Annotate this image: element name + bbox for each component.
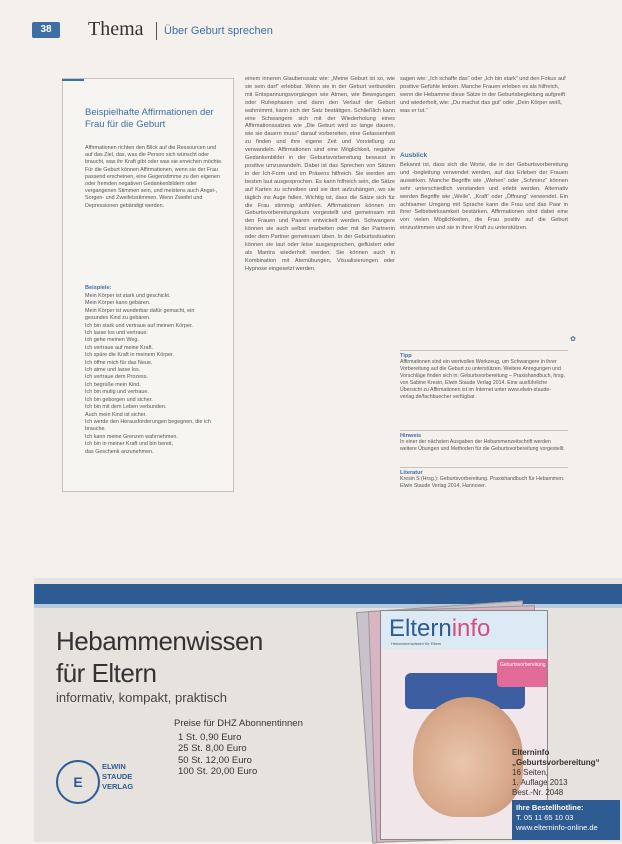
- section-subtitle: Über Geburt sprechen: [164, 25, 273, 37]
- example-item: Ich bin mit dem Leben verbunden.: [85, 404, 167, 411]
- ausblick-paragraph: Bekannt ist, dass sich die Worte, die in der Geburtsvorbereitung und -begleitung verwendet werden, auf das Erleben der Frauen auswirken. Manche Begriffe wie „Wehen“ oder „Schmerz“ können sehr unterschiedlich verstanden und erlebt werden. Alternativ werden Begriffe wie „Welle“, „Kraft“ oder „Öffnung“ verwendet. Ein achtsamer Umgang mit Sprache kann die Frau und das Paar in ihrer Selbstwirksamkeit bestärken. Affirmationen sind dabei eine von vielen Möglichkeiten, die Frau positiv auf die Geburt einzustimmen und sie in ihrer Kraft zu unterstützen.: [400, 162, 568, 232]
- product-title: „Geburtsvorbereitung“: [512, 758, 600, 767]
- magazine-subline: Hebammenwissen für Eltern: [391, 641, 442, 646]
- divider: [400, 467, 568, 468]
- price-row: 100 St. 20,00 Euro: [178, 766, 258, 777]
- example-item: Mein Körper ist wunderbar dafür gemacht, ein: [85, 307, 195, 314]
- example-item: Ich vertraue auf meine Kraft.: [85, 344, 154, 351]
- ad-title: Hebammenwissen: [56, 626, 263, 656]
- hotline-url[interactable]: www.elterninfo-online.de: [516, 823, 598, 832]
- price-heading: Preise für DHZ Abonnentinnen: [174, 718, 303, 729]
- price-list: [174, 718, 303, 778]
- divider: [400, 350, 568, 351]
- hotline-phone: T. 05 11 65 10 03: [516, 813, 574, 822]
- body-column-middle: [245, 76, 395, 488]
- logo-text: [102, 762, 133, 792]
- example-item: gesundes Kind zu gebären.: [85, 315, 151, 322]
- product-number: Best.-Nr. 2048: [512, 788, 564, 797]
- logo-emblem-icon: [56, 760, 100, 804]
- order-hotline: [512, 800, 620, 840]
- section-title: Thema: [88, 18, 144, 40]
- logo-part: info: [451, 615, 491, 642]
- example-item: Ich lasse los und vertraue.: [85, 330, 148, 337]
- ausblick-heading: Ausblick: [400, 152, 428, 159]
- literatur-box: [400, 467, 568, 490]
- example-item: Ich bin in meiner Kraft und bin bereit,: [85, 441, 174, 448]
- example-item: Ich begrüße mein Kind.: [85, 381, 141, 388]
- header-divider: [156, 22, 157, 40]
- example-item: Ich vertraue dem Prozess.: [85, 374, 148, 381]
- example-item: Auch mein Kind ist sicher.: [85, 411, 147, 418]
- product-edition: 1. Auflage 2013: [512, 778, 568, 787]
- tipp-text: Affirmationen sind ein wertvolles Werkzeug, um Schwangere in ihrer Vorbereitung auf die Geburt zu unterstützen. Weitere Anregungen und Vorschläge finden sich in: Geburtsvorbereitung – Praxishandbuch, hrsg. von Sabine Kresin, Elwin Staude Verlag 2014. Eine ausführliche Übersicht zu Affirmationen ist im Internet unter www.elwin-staude-verlag.de/fachbuecher verfügbar.: [400, 359, 565, 400]
- page-number: 38: [32, 22, 60, 38]
- tipp-box: [400, 350, 568, 401]
- ad-title-line2: für Eltern: [56, 658, 157, 688]
- product-info: [512, 748, 612, 798]
- hinweis-heading: Hinweis: [400, 433, 422, 439]
- affirmation-sidebar: [62, 78, 234, 492]
- ad-top-bar: [34, 584, 622, 604]
- example-item: Mein Körper kann gebären.: [85, 300, 151, 307]
- example-item: Ich öffne mich für das Neue.: [85, 359, 153, 366]
- end-of-article-icon: ✿: [570, 336, 576, 343]
- hinweis-box: [400, 430, 568, 453]
- hotline-label: Ihre Bestellhotline:: [516, 803, 584, 812]
- example-item: Ich atme und lasse los.: [85, 367, 141, 374]
- literatur-heading: Literatur: [400, 470, 423, 476]
- hinweis-text: In einer der nächsten Ausgaben der Hebammenzeitschrift werden weitere Übungen und Methoden für die Geburtsvorbereitung vorgestellt.: [400, 439, 565, 452]
- logo-mark: E: [73, 774, 83, 790]
- example-item: Ich werde den Herausforderungen begegnen, die ich brauche.: [85, 418, 211, 433]
- cover-badge: Geburtsvorbereitung: [497, 659, 548, 687]
- product-name: Elterninfo: [512, 748, 550, 757]
- example-item: Ich bin mutig und vertraue.: [85, 389, 149, 396]
- example-item: Ich bin stark und vertraue auf meinen Körper.: [85, 322, 193, 329]
- sidebar-title: Beispielhafte Affirmationen der Frau für die Geburt: [85, 107, 214, 130]
- body-column-right-top: sagen wie: „Ich schaffe das“ oder „Ich bin stark“ und den Fokus auf positive Gefühle lenken. Manche Frauen erleben es als hilfreich, wenn die Hebamme diese Sätze in der Geburtsbegleitung aufgreift und wiederholt, wie: „Du machst das gut“ oder „Dein Körper weiß, was er tut.“: [400, 76, 566, 114]
- price-row: 50 St. 12,00 Euro: [178, 754, 252, 766]
- example-item: Ich spüre die Kraft in meinem Körper.: [85, 352, 174, 359]
- magazine-logo: [389, 615, 490, 643]
- examples-heading: Beispiele:: [85, 285, 112, 291]
- cover-photo-belly: [413, 697, 523, 817]
- example-item: Ich kann meine Grenzen wahrnehmen.: [85, 433, 178, 440]
- product-pages: 16 Seiten,: [512, 768, 549, 777]
- sidebar-intro: Affirmationen richten den Blick auf die Ressourcen und auf das Ziel, das, was die Person sich wünscht oder braucht, was ihr Kraft gibt oder was sie erreichen möchte. Für die Geburt können Affirmationen, wenn sie der Frau passend erscheinen, eine Gegenstimme zu den eigenen oder fremden negativen Gedankenbildern oder vergangenen Stimmen sein, und meistens auch Angst-, Sorgen- und Zweifelsstimmen. Wenn Zweifel und Depressionen gebändigt werden.: [85, 145, 223, 209]
- examples-list: [85, 293, 225, 456]
- price-row: 25 St. 8,00 Euro: [178, 743, 247, 754]
- sidebar-accent: [62, 79, 84, 81]
- logo-line: STAUDE: [102, 772, 133, 781]
- example-item: das Geschenk anzunehmen.: [85, 448, 154, 455]
- price-row: 1 St. 0,90 Euro: [178, 731, 242, 743]
- body-paragraph: einem inneren Glaubenssatz wie: „Meine Geburt ist so, wie sie sein darf“ erlebbar. Wenn sie in der Geburt verbunden mit Entspannungsvorgängen wie Atmen, wie Bewegungen oder Ruhephasen und dann den Verlauf der Geburt wahrnimmt, kann sich der Satz bestätigen. Schließlich kann eine Schwangere sich mit der Wiederholung eines Affirmationssatzes wie „Die Geburt wird so lange dauern, wie sie dauern muss“ darauf vorbereiten, eine Gelassenheit zu finden und ihre eigene Zeit und Vorstellung zu verwandeln. Affirmationen sind eine Möglichkeit, negative Gedankenbilder in der Geburtsvorbereitung bewusst in positive umzuwandeln. Dabei ist das Sprechen von Sätzen in der Ich-Form und im Präsens hilfreich. Sie werden am besten laut ausgesprochen. Es kann hilfreich sein, die Sätze auf Karten zu schreiben und sie dort aufzuhängen, wo sie täglich ins Auge fallen. Wichtig ist, dass die Sätze sich für die Frau stimmig anfühlen. Affirmationen können im Geburtsvorbereitungskurs vorgestellt und gemeinsam mit den Frauen und Paaren entwickelt werden. Schwangere können sie auch selbst erarbeiten oder mit der Partnerin oder dem Partner gemeinsam üben. In der Geburtssituation können sie laut oder leise ausgesprochen, geflüstert oder als Mantra wiederholt werden. Sie können auch in Kombination mit Atemübungen, Visualisierungen oder Hypnose eingesetzt werden.: [245, 76, 395, 272]
- divider: [400, 430, 568, 431]
- logo-line: ELWIN: [102, 762, 126, 771]
- logo-part: Eltern: [389, 615, 452, 642]
- tipp-heading: Tipp: [400, 353, 412, 359]
- page-header: [0, 0, 622, 58]
- ad-tagline: informativ, kompakt, praktisch: [56, 690, 227, 705]
- example-item: Ich gehe meinen Weg.: [85, 337, 139, 344]
- publisher-logo: [56, 752, 146, 822]
- literatur-text: Kresin S (Hrsg.): Geburtsvorbereitung. Praxishandbuch für Hebammen. Elwin Staude Verlag 2014, Hannover.: [400, 476, 565, 489]
- advertisement: [34, 578, 622, 842]
- example-item: Ich bin geborgen und sicher.: [85, 396, 153, 403]
- logo-line: VERLAG: [102, 782, 134, 791]
- example-item: Mein Körper ist stark und geschickt.: [85, 293, 171, 299]
